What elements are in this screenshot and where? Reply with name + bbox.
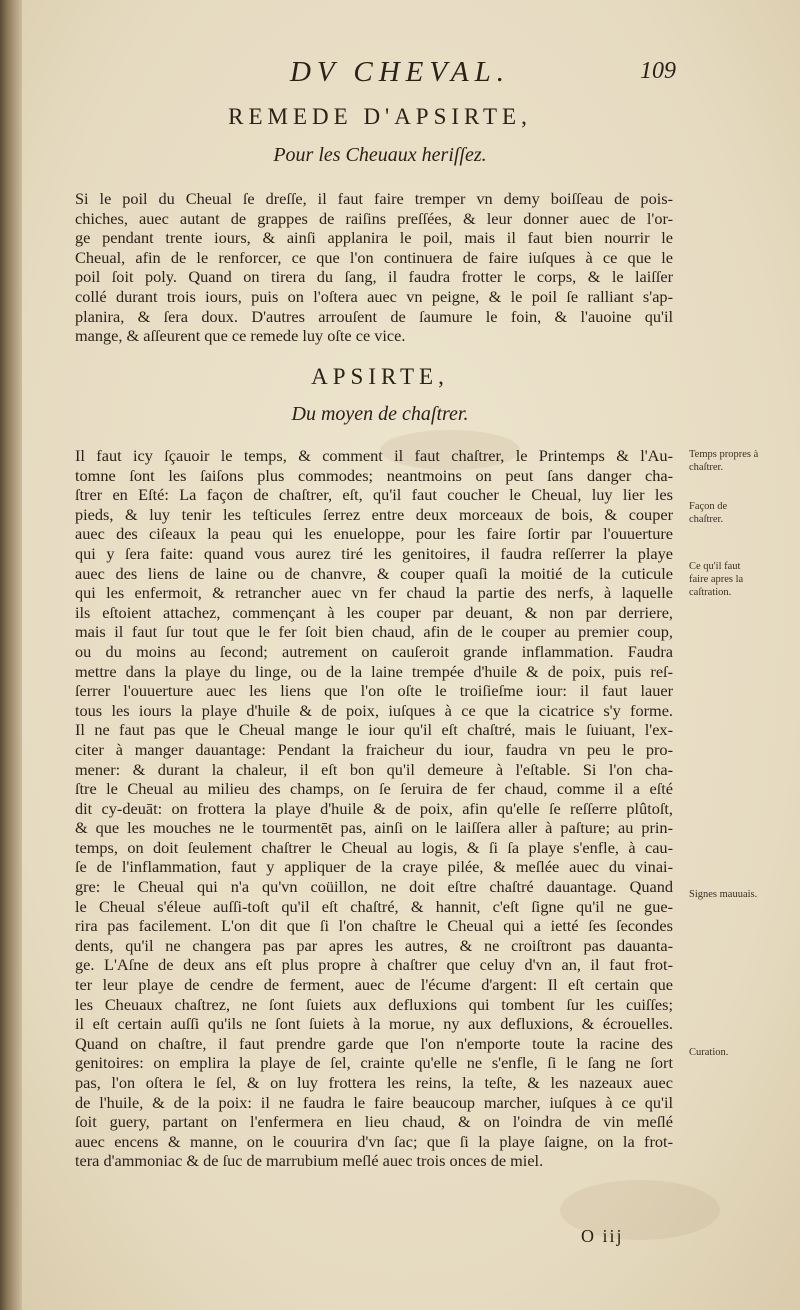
text-line: qui les enfermoit, & retrancher auec vn fer chaud la partie des nerfs, à laquelle	[75, 583, 673, 603]
text-line: & que les mouches ne le tourmentēt pas, ainſi on le laiſſera aller à paſture; au prin-	[75, 818, 673, 838]
text-line: Il faut icy ſçauoir le temps, & comment il faut chaſtrer, le Printemps & l'Au-	[75, 446, 673, 465]
section-subtitle: Du moyen de chaſtrer.	[291, 403, 469, 425]
text-line: il eſt certain auſſi qu'ils ne ſont ſuiets à la morue, ny aux defluxions, & écrouelles.	[75, 1014, 673, 1034]
binding-gutter	[0, 0, 22, 1310]
margin-note: Façon de chaſtrer.	[689, 501, 728, 525]
text-line: gre: le Cheual qui n'a qu'vn coüillon, ne doit eſtre chaſtré dauantage. Quand	[75, 877, 673, 897]
text-line: Cheual, afin de le renforcer, ce que l'on continuera de faire iuſques à ce que le	[75, 247, 673, 267]
text-line: poil ſoit poly. Quand on tirera du ſang, il faudra frotter le corps, & le laiſſer	[75, 267, 673, 287]
paragraph	[75, 446, 673, 1171]
text-line: citer à manger dauantage: Pendant la fraicheur du iour, faudra vn peu le pro-	[75, 739, 673, 759]
text-line: de l'huile, & de la poix: il ne faudra le faire beaucoup marcher, iuſques à ce qu'il	[75, 1092, 673, 1112]
signature-mark: O iij	[581, 1226, 624, 1246]
running-title: DV CHEVAL.	[289, 56, 511, 88]
section-title: REMEDE D'APSIRTE,	[228, 104, 532, 129]
paragraph	[75, 189, 673, 346]
margin-note: Ce qu'il faut faire apres la caſtration.	[689, 561, 744, 598]
text-line: tera d'ammoniac & de ſuc de marrubium meſlé auec trois onces de miel.	[75, 1151, 544, 1171]
text-line: Quand on chaſtre, il faut prendre garde que l'on n'emporte toute la racine des	[75, 1033, 673, 1053]
text-line: auec des liens de laine ou de chanvre, & couper quaſi la moitié de la cuticule	[75, 563, 673, 583]
text-line: tous les iours la playe d'huile & de poix, iuſques à ce que la cicatrice s'y forme.	[75, 700, 673, 720]
text-line: chiches, auec autant de grappes de raiſins preſſées, & leur donner auec de l'or-	[75, 208, 673, 228]
text-line: mettre dans la playe du linge, ou de la laine trempée d'huile & de poix, puis reſ-	[75, 661, 673, 681]
text-line: auec encens & manne, on le couurira d'vn ſac; que ſi la playe ſaigne, on la frot-	[75, 1131, 673, 1151]
text-line: ſerrer l'ouuerture auec les liens que l'on oſte le troiſieſme iour: il faut lauer	[75, 681, 673, 701]
page-number: 109	[640, 58, 676, 84]
text-line: mais il faut ſur tout que le fer ſoit bien chaud, afin de le couper au premier coup,	[75, 622, 673, 642]
text-line: ge. L'Aſne de deux ans eſt plus propre à chaſtrer que celuy d'vn an, il faut frot-	[75, 955, 673, 975]
text-line: ſe de l'inflammation, faut y appliquer de la craye pilée, & meſlée auec du vinai-	[75, 857, 673, 877]
margin-note: Signes mauuais.	[689, 889, 758, 900]
text-line: collé durant trois iours, puis on l'oſtera auec vn peigne, & le poil ſe ralliant s'ap-	[75, 286, 673, 306]
text-line: dents, qu'il ne changera pas par apres les autres, & ne croiſtront pas dauanta-	[75, 935, 673, 955]
text-line: les Cheuaux chaſtrez, ne ſont ſuiets aux defluxions qui tombent ſur les cuiſſes;	[75, 994, 673, 1014]
text-line: ou du moins au ſecond; autrement on cauſeroit grande inflammation. Faudra	[75, 641, 673, 661]
text-line: mener: & durant la chaleur, il eſt bon qu'il demeure à l'eſtable. Si l'on cha-	[75, 759, 673, 779]
text-line: tomne ſont les ſaiſons plus commodes; neantmoins on peut ſans danger cha-	[75, 465, 673, 485]
text-line: genitoires: on emplira la playe de ſel, crainte qu'elle ne s'enfle, ſi le ſang ne ſort	[75, 1053, 673, 1073]
text-line: auec des ciſeaux la peau qui les enueloppe, pour les faire ſortir par l'ouuerture	[75, 524, 673, 544]
text-line: pas, l'on oſtera le ſel, & on luy frottera les reins, la teſte, & les nazeaux auec	[75, 1073, 673, 1092]
section-title: APSIRTE,	[311, 364, 449, 389]
text-line: Il ne faut pas que le Cheual mange le iour qu'il eſt chaſtré, mais le ſuiuant, l'ex-	[75, 720, 673, 740]
text-line: temps, on doit ſeulement chaſtrer le Cheual au logis, & ſi ſa playe s'enfle, à cau-	[75, 837, 673, 857]
text-line: ils eſtoient attachez, commençant à les couper par deuant, & non par derriere,	[75, 602, 673, 622]
text-line: ge pendant trente iours, & ainſi applanira le poil, mais il faut bien nourrir le	[75, 228, 673, 248]
text-line: ſtre le Cheual au milieu des champs, on ſe ſeruira de fer chaud, comme il a eſté	[75, 779, 673, 799]
text-line: Si le poil du Cheual ſe dreſſe, il faut faire tremper vn demy boiſſeau de pois-	[75, 189, 673, 208]
margin-note: Curation.	[689, 1047, 729, 1058]
text-line: ſoit guery, partant on l'enfermera en lieu chaud, & on l'oindra de vin meſlé	[75, 1112, 673, 1132]
text-line: rira pas facilement. L'on dit que ſi l'on chaſtre le Cheual qui a ietté ſes ſecondes	[75, 916, 673, 936]
text-line: mange, & aſſeurent que ce remede luy oſte ce vice.	[75, 326, 406, 346]
text-line: pieds, & luy tenir les teſticules ſerrez entre deux morceaux de bois, & couper	[75, 504, 673, 524]
text-line: le Cheual s'éleue auſſi-toſt qu'il eſt chaſtré, & hannit, c'eſt ſigne qu'il ne gue-	[75, 896, 673, 916]
text-line: ſtrer en Eſté: La façon de chaſtrer, eſt, qu'il faut coucher le Cheual, luy lier les	[75, 485, 673, 505]
margin-note: Temps propres à chaſtrer.	[689, 449, 759, 473]
text-line: planira, & ſera doux. D'autres arrouſent de ſaumure le foin, & l'auoine qu'il	[75, 306, 673, 326]
section-subtitle: Pour les Cheuaux heriſſez.	[273, 144, 487, 166]
text-line: qui y ſera faite: quand vous aurez tiré les genitoires, il faudra reſſerrer la playe	[75, 543, 673, 563]
text-line: dit cy-deuāt: on frottera la playe d'huile & de poix, afin qu'elle ſe reſſerre plûtoſt,	[75, 798, 673, 818]
text-line: ter leur playe de cendre de ferment, auec de l'écume d'argent: Il eſt certain que	[75, 975, 673, 995]
